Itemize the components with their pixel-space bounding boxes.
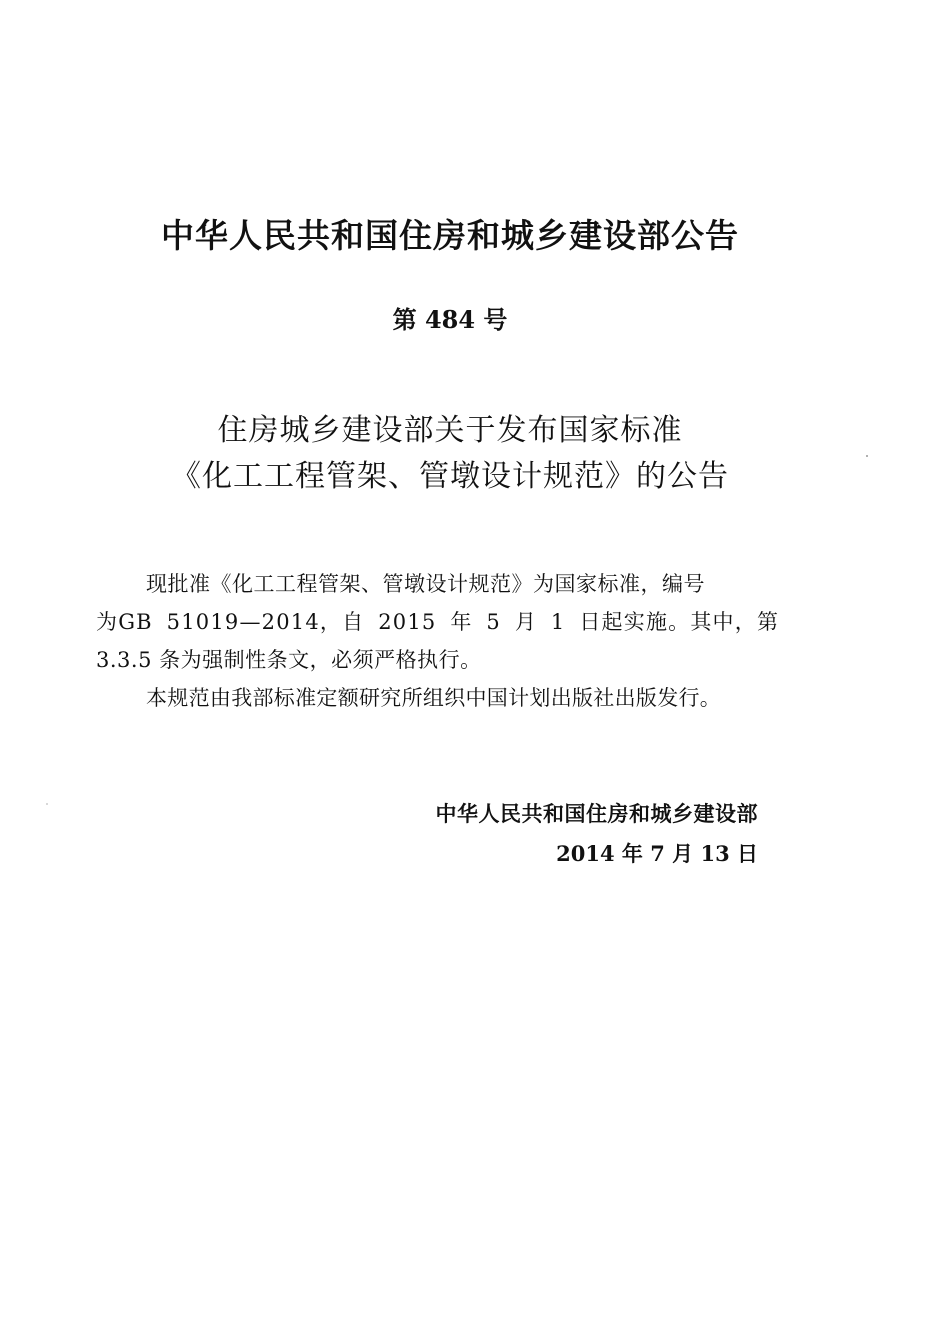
body-paragraph1-line3: 3.3.5 条为强制性条文，必须严格执行。 [96, 648, 482, 672]
body-paragraph1-line1: 现批准《化工工程管架、管墩设计规范》为国家标准，编号 [146, 572, 705, 596]
announcement-number: 第 484 号 [392, 305, 508, 334]
body-paragraph1-line2: 为GB 51019—2014，自 2015 年 5 月 1 日起实施。其中，第 [96, 610, 780, 634]
announcement-heading: 中华人民共和国住房和城乡建设部公告 [161, 216, 739, 255]
announcement-subtitle-line1: 住房城乡建设部关于发布国家标准 [217, 413, 683, 448]
signature-date: 2014 年 7 月 13 日 [556, 841, 758, 866]
scan-speck [866, 455, 868, 457]
announcement-subtitle-line2: 《化工工程管架、管墩设计规范》的公告 [171, 459, 729, 494]
body-paragraph2: 本规范由我部标准定额研究所组织中国计划出版社出版发行。 [146, 686, 722, 710]
signature-organization: 中华人民共和国住房和城乡建设部 [435, 802, 758, 826]
scan-speck [46, 803, 48, 805]
